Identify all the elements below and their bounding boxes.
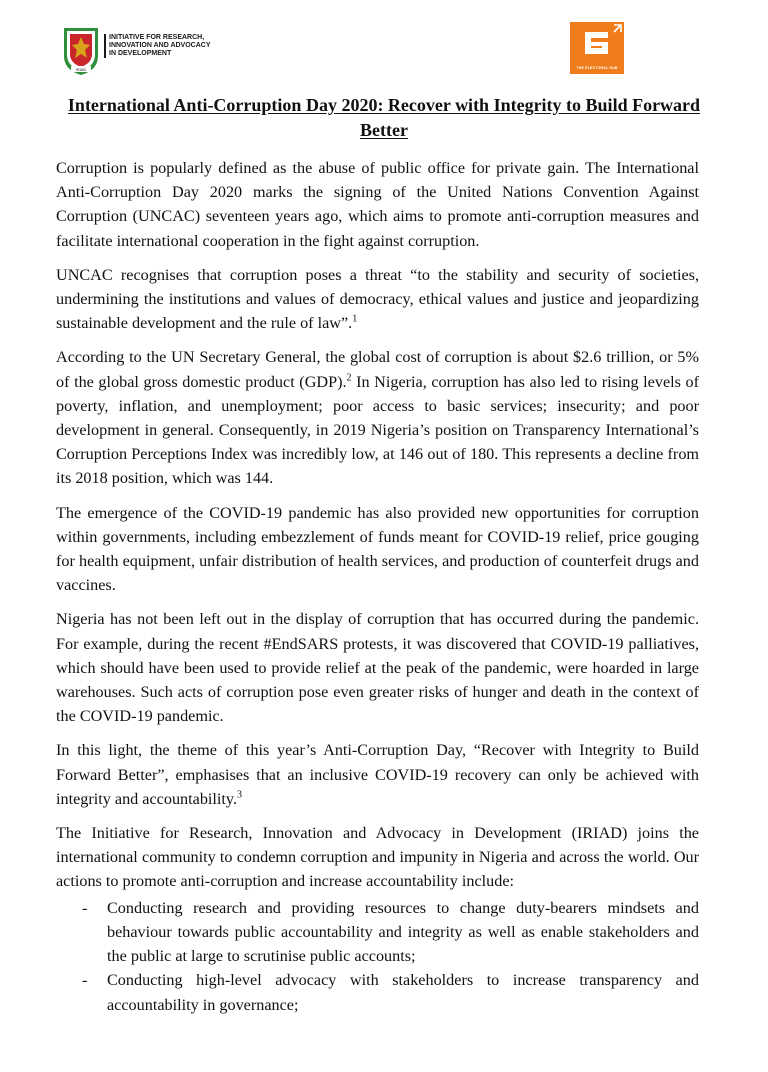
paragraph-theme bbox=[56, 738, 699, 811]
list-bullet: - bbox=[82, 898, 88, 917]
paragraph-iriad bbox=[56, 821, 699, 894]
paragraph-text: The emergence of the COVID-19 pandemic has also provided new opportunities for corruption within governments, including embezzlement of funds meant for COVID-19 relief, price gouging for health equipment, unfair distribution of health services, and production of counterfeit drugs and vaccines. bbox=[56, 503, 699, 595]
paragraph-text: Corruption is popularly defined as the abuse of public office for private gain. The International Anti-Corruption Day 2020 marks the signing of the United Nations Convention Against Corruption (UNCAC) seventeen years ago, which aims to promote anti-corruption measures and facilitate international cooperation in the fight against corruption. bbox=[56, 159, 699, 250]
paragraph-endsars bbox=[56, 607, 699, 728]
actions-list bbox=[56, 896, 699, 1017]
paragraph-definition bbox=[56, 156, 699, 253]
document-title-text: International Anti-Corruption Day 2020: Recover with Integrity to Build Forward Better bbox=[67, 95, 701, 140]
electoral-hub-e-icon bbox=[570, 22, 624, 62]
iriad-logo bbox=[62, 26, 222, 78]
footnote-ref[interactable]: 2 bbox=[346, 372, 352, 384]
document-body bbox=[56, 156, 699, 1017]
list-bullet: - bbox=[82, 971, 88, 990]
paragraph-text: The Initiative for Research, Innovation and Advocacy in Development (IRIAD) joins the international community to condemn corruption and impunity in Nigeria and across the world. Our actions to promote anti-corruption and increase accountability include: bbox=[56, 824, 699, 891]
paragraph-covid bbox=[56, 501, 699, 598]
paragraph-text: In Nigeria, corruption has also led to rising levels of poverty, inflation, and unemployment; poor access to basic services; insecurity; and poor development in general. Consequently, in 2019 Nigeria’s position on Transparency International’s Corruption Perceptions Index was incredibly low, at 146 out of 180. This represents a decline from its 2018 position, which was 144. bbox=[56, 372, 699, 488]
paragraph-text: According to the UN Secretary General, the global cost of corruption is about $2.6 trillion, or 5% of the global gross domestic product (GDP). bbox=[56, 348, 699, 391]
list-item bbox=[56, 968, 699, 1016]
paragraph-text: Nigeria has not been left out in the display of corruption that has occurred during the pandemic. For example, during the recent #EndSARS protests, it was discovered that COVID-19 palliatives, which should have been used to provide relief at the peak of the pandemic, were hoarded in large warehouses. Such acts of corruption pose even greater risks of hunger and death in the context of the COVID-19 pandemic. bbox=[56, 610, 699, 726]
list-item bbox=[56, 896, 699, 969]
paragraph-text: UNCAC recognises that corruption poses a threat “to the stability and security of societies, undermining the institutions and values of democracy, ethical values and justice and jeopardizing sustainable development and the rule of law”. bbox=[56, 265, 699, 333]
paragraph-uncac bbox=[56, 263, 699, 336]
list-item-text: Conducting research and providing resources to change duty-bearers mindsets and behaviour towards public accountability and integrity as well as enable stakeholders and the public at large to scrutinise public accounts; bbox=[107, 898, 699, 966]
document-title bbox=[56, 93, 712, 143]
footnote-ref[interactable]: 1 bbox=[352, 313, 358, 325]
electoral-hub-logo bbox=[570, 22, 624, 74]
footnote-ref[interactable]: 3 bbox=[237, 789, 243, 801]
paragraph-global-cost bbox=[56, 345, 699, 490]
shield-emblem-icon bbox=[62, 26, 100, 76]
document-header bbox=[0, 0, 768, 90]
org-name: INITIATIVE FOR RESEARCH, INNOVATION AND ADVOCACY IN DEVELOPMENT bbox=[104, 34, 239, 58]
list-item-text: Conducting high-level advocacy with stakeholders to increase transparency and accountability in governance; bbox=[107, 971, 699, 1014]
paragraph-text: In this light, the theme of this year’s Anti-Corruption Day, “Recover with Integrity to Build Forward Better”, emphasises that an inclusive COVID-19 recovery can only be achieved with integrity and accountability. bbox=[56, 741, 699, 808]
electoral-hub-label: THE ELECTORAL HUB bbox=[576, 66, 618, 70]
shield-label: IRIAD bbox=[75, 67, 87, 72]
